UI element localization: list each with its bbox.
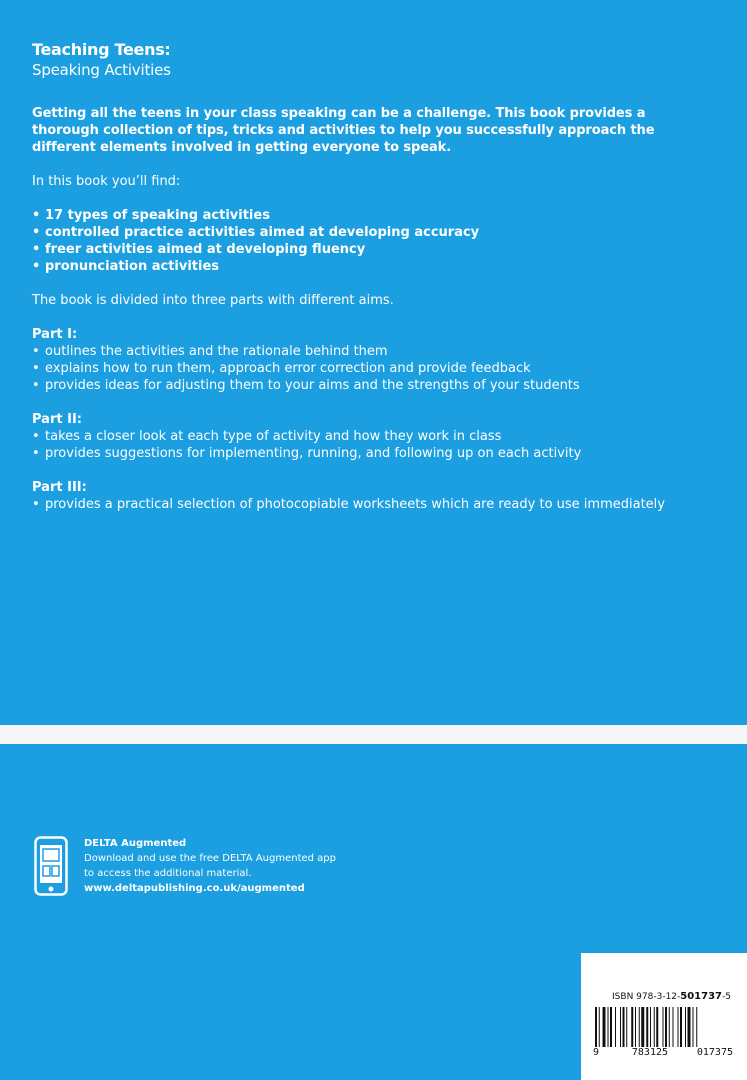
- delta-text: [84, 836, 384, 896]
- divided-text: The book is divided into three parts with different aims.: [32, 293, 394, 308]
- barcode-bar: [696, 1007, 697, 1047]
- delta-url: www.deltapublishing.co.uk/augmented: [84, 883, 305, 894]
- barcode-bar: [599, 1007, 600, 1047]
- barcode-bar: [673, 1007, 674, 1047]
- part-list: [32, 428, 712, 462]
- description: [32, 105, 712, 530]
- barcode-digit-group: 783125: [631, 1047, 669, 1058]
- find-list: [32, 207, 712, 275]
- barcode-bar: [688, 1007, 691, 1047]
- delta-title: DELTA Augmented: [84, 838, 187, 849]
- barcode-digit-group: 017375: [696, 1047, 733, 1058]
- part-heading: Part I:: [32, 327, 78, 342]
- barcode-bar: [610, 1007, 612, 1047]
- barcode-bar: [656, 1007, 658, 1047]
- barcode-bar: [603, 1007, 606, 1047]
- barcode-bar: [639, 1007, 640, 1047]
- list-item: • takes a closer look at each type of activity and how they work in class: [32, 428, 712, 445]
- barcode-bar: [665, 1007, 667, 1047]
- delta-line: Download and use the free DELTA Augmented app: [84, 853, 336, 864]
- part-list: [32, 496, 712, 513]
- list-item: • provides suggestions for implementing, running, and following up on each activity: [32, 445, 712, 462]
- isbn-label: [612, 991, 731, 1002]
- barcode-bar: [631, 1007, 633, 1047]
- barcode-bar: [626, 1007, 627, 1047]
- isbn-bold: 501737: [680, 991, 723, 1002]
- part-list: [32, 343, 712, 394]
- barcode-bar: [623, 1007, 625, 1047]
- list-item: • pronunciation activities: [32, 258, 712, 275]
- list-item: • 17 types of speaking activities: [32, 207, 712, 224]
- barcode-bar: [635, 1007, 636, 1047]
- barcode-bar: [680, 1007, 682, 1047]
- barcode-bar: [685, 1007, 686, 1047]
- find-heading: In this book you’ll find:: [32, 174, 181, 189]
- barcode-bar: [595, 1007, 597, 1047]
- list-item: • freer activities aimed at developing fluency: [32, 241, 712, 258]
- isbn-prefix: ISBN 978-3-12-: [612, 992, 681, 1002]
- list-item: • explains how to run them, approach error correction and provide feedback: [32, 360, 712, 377]
- barcode-bar: [678, 1007, 679, 1047]
- list-item: • provides ideas for adjusting them to your aims and the strengths of your students: [32, 377, 712, 394]
- barcode-box: [581, 953, 747, 1080]
- list-item: • provides a practical selection of photocopiable worksheets which are ready to use immediately: [32, 496, 712, 513]
- barcode-bar: [620, 1007, 621, 1047]
- barcode-bar: [650, 1007, 651, 1047]
- barcode-bar: [646, 1007, 648, 1047]
- phone-book-icon: [34, 836, 68, 896]
- book-subtitle: Speaking Activities: [32, 61, 171, 79]
- part-heading: Part II:: [32, 412, 82, 427]
- title-block: [32, 40, 171, 80]
- barcode-bar: [669, 1007, 670, 1047]
- barcode-digits: [593, 1047, 733, 1058]
- part-heading: Part III:: [32, 480, 87, 495]
- intro-paragraph: Getting all the teens in your class speaking can be a challenge. This book provides a thorough collection of tips, tricks and activities to help you successfully approach the different elements involved in getting everyone to speak.: [32, 106, 655, 155]
- book-title: Teaching Teens:: [32, 40, 171, 59]
- barcode-bars: [595, 1007, 729, 1047]
- divider-stripe: [0, 725, 747, 744]
- delta-line: to access the additional material.: [84, 868, 252, 879]
- barcode-bar: [654, 1007, 655, 1047]
- barcode-bar: [693, 1007, 694, 1047]
- barcode-bar: [615, 1007, 616, 1047]
- list-item: • outlines the activities and the rationale behind them: [32, 343, 712, 360]
- list-item: • controlled practice activities aimed at developing accuracy: [32, 224, 712, 241]
- barcode-digit-first: 9: [593, 1047, 600, 1058]
- barcode-bar: [641, 1007, 644, 1047]
- barcode-bar: [663, 1007, 664, 1047]
- isbn-suffix: -5: [722, 992, 731, 1002]
- barcode-bar: [608, 1007, 609, 1047]
